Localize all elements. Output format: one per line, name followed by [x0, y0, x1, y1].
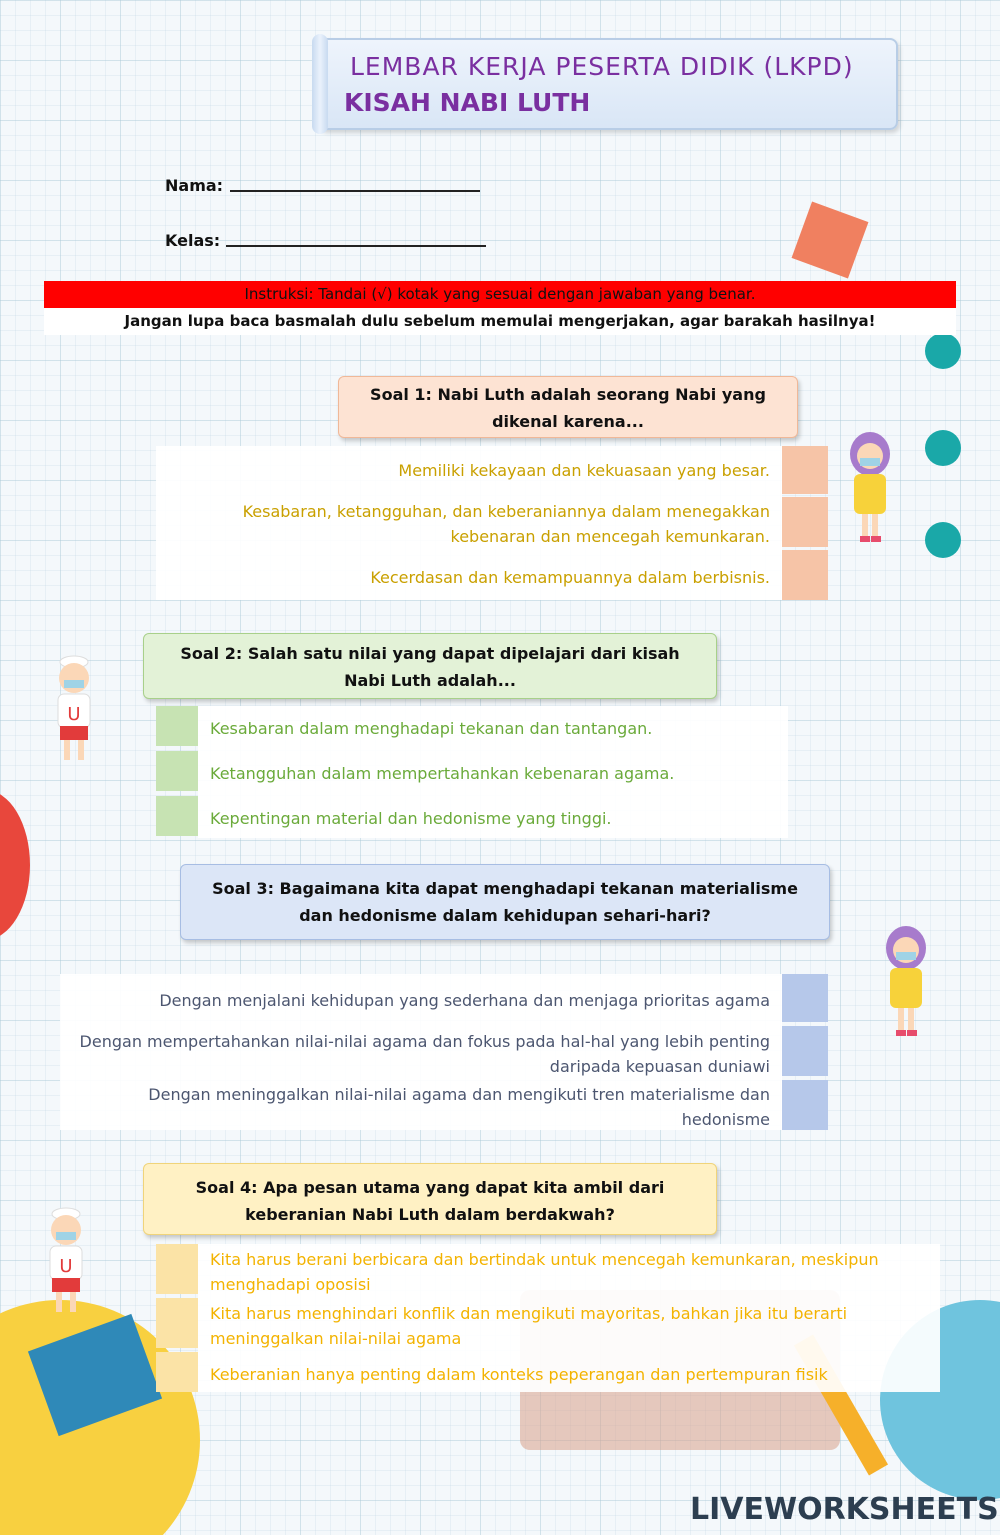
- q2-checkbox-b[interactable]: [156, 751, 198, 791]
- q2-option-c: Kepentingan material dan hedonisme yang tinggi.: [210, 809, 612, 828]
- question-2-text: Soal 2: Salah satu nilai yang dapat dipelajari dari kisah Nabi Luth adalah...: [180, 644, 680, 690]
- question-3-text: Soal 3: Bagaimana kita dapat menghadapi tekanan materialisme dan hedonisme dalam kehidupan sehari-hari?: [212, 879, 798, 925]
- worksheet-title: LEMBAR KERJA PESERTA DIDIK (LKPD): [350, 52, 854, 81]
- q3-option-a: Dengan menjalani kehidupan yang sederhana dan menjaga prioritas agama: [159, 991, 770, 1010]
- question-3-bubble: [180, 864, 830, 940]
- kelas-label: Kelas:: [165, 231, 221, 250]
- girl-character-illustration: [840, 428, 900, 546]
- boy-character-illustration: [40, 1206, 92, 1320]
- q4-option-b: Kita harus menghindari konflik dan mengikuti mayoritas, bahkan jika itu berarti meninggalkan nilai-nilai agama: [210, 1304, 848, 1348]
- kelas-input-line[interactable]: [226, 245, 486, 247]
- decorative-dot: [925, 333, 961, 369]
- svg-text:U: U: [59, 1256, 73, 1277]
- q3-option-b: Dengan mempertahankan nilai-nilai agama dan fokus pada hal-hal yang lebih penting daripada kepuasan duniawi: [79, 1032, 770, 1076]
- q1-option-c: Kecerdasan dan kemampuannya dalam berbisnis.: [370, 568, 770, 587]
- q2-checkbox-c[interactable]: [156, 796, 198, 836]
- q1-option-b: Kesabaran, ketangguhan, dan keberaniannya dalam menegakkan kebenaran dan mencegah kemunkaran.: [242, 502, 770, 546]
- title-banner: [318, 38, 898, 130]
- q4-checkbox-a[interactable]: [156, 1244, 198, 1294]
- svg-text:U: U: [67, 704, 81, 725]
- nama-input-line[interactable]: [230, 190, 480, 192]
- instruction-banner: Instruksi: Tandai (√) kotak yang sesuai dengan jawaban yang benar.: [44, 281, 956, 308]
- q1-checkbox-c[interactable]: [782, 550, 828, 600]
- decorative-circle: [0, 790, 30, 940]
- q1-option-a: Memiliki kekayaan dan kekuasaan yang besar.: [398, 461, 770, 480]
- q3-checkbox-a[interactable]: [782, 974, 828, 1022]
- decorative-square: [792, 202, 869, 279]
- question-1-text: Soal 1: Nabi Luth adalah seorang Nabi yang dikenal karena...: [370, 385, 766, 431]
- q2-option-b: Ketangguhan dalam mempertahankan kebenaran agama.: [210, 764, 675, 783]
- q2-option-a: Kesabaran dalam menghadapi tekanan dan tantangan.: [210, 719, 653, 738]
- q4-checkbox-b[interactable]: [156, 1298, 198, 1348]
- q2-checkbox-a[interactable]: [156, 706, 198, 746]
- q3-checkbox-b[interactable]: [782, 1026, 828, 1076]
- nama-label: Nama:: [165, 176, 224, 195]
- instruction-note: Jangan lupa baca basmalah dulu sebelum memulai mengerjakan, agar barakah hasilnya!: [44, 308, 956, 335]
- worksheet-subtitle: KISAH NABI LUTH: [344, 88, 591, 117]
- q4-checkbox-c[interactable]: [156, 1352, 198, 1392]
- decorative-dot: [925, 430, 961, 466]
- boy-character-illustration: [48, 654, 100, 768]
- liveworksheets-logo: LIVEWORKSHEETS: [690, 1492, 999, 1527]
- q4-option-a: Kita harus berani berbicara dan bertindak untuk mencegah kemunkaran, meskipun menghadapi oposisi: [210, 1250, 879, 1294]
- q3-option-c: Dengan meninggalkan nilai-nilai agama dan mengikuti tren materialisme dan hedonisme: [148, 1085, 770, 1129]
- q1-checkbox-a[interactable]: [782, 446, 828, 494]
- question-4-text: Soal 4: Apa pesan utama yang dapat kita ambil dari keberanian Nabi Luth dalam berdakwah?: [195, 1178, 665, 1224]
- decorative-dot: [925, 522, 961, 558]
- question-1-bubble: [338, 376, 798, 438]
- q3-checkbox-c[interactable]: [782, 1080, 828, 1130]
- q4-option-c: Keberanian hanya penting dalam konteks peperangan dan pertempuran fisik: [210, 1365, 828, 1384]
- girl-character-illustration: [876, 922, 936, 1040]
- question-2-bubble: [143, 633, 717, 699]
- question-4-bubble: [143, 1163, 717, 1235]
- q1-checkbox-b[interactable]: [782, 497, 828, 547]
